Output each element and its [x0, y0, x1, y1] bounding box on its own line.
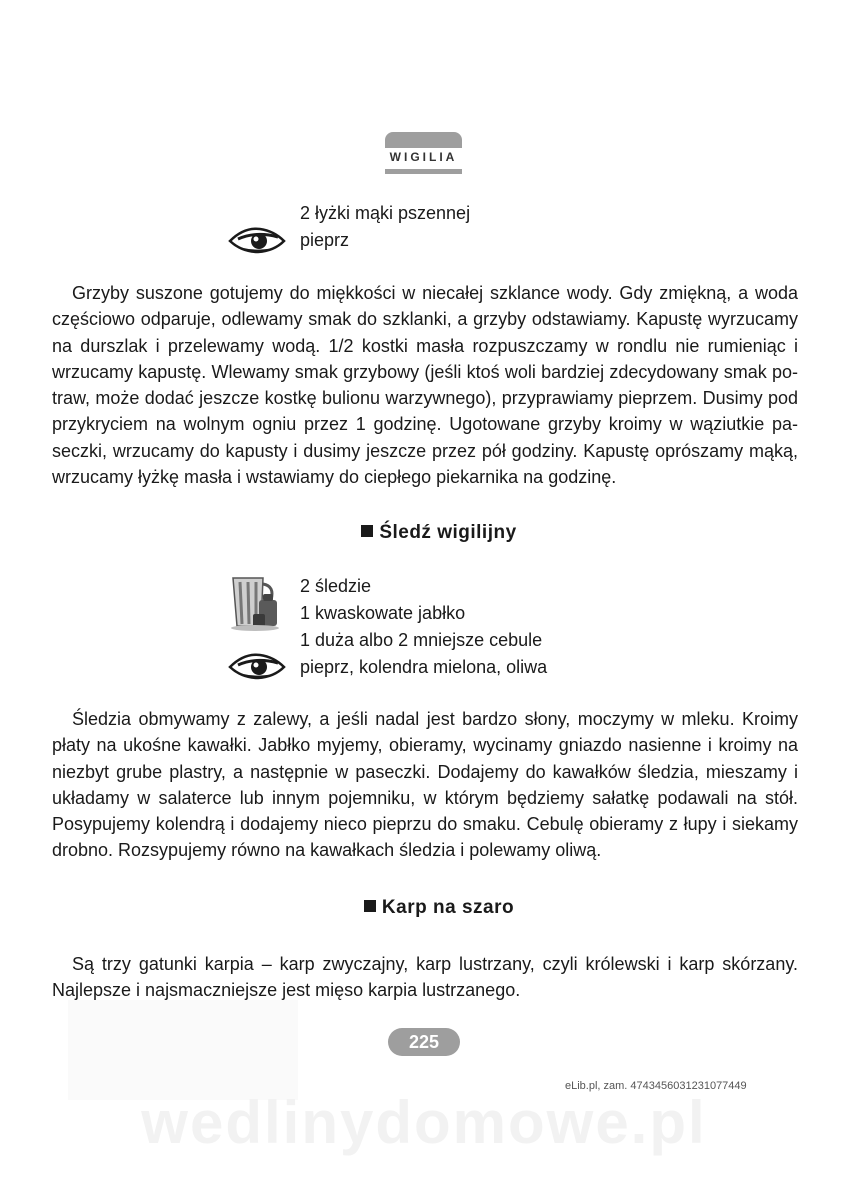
section-heading — [0, 522, 848, 544]
section-title: Karp na szaro — [381, 897, 515, 918]
eye-icon — [228, 651, 286, 681]
page-number: 225 — [388, 1028, 460, 1056]
footer-note: eLib.pl, zam. 4743456031231077449 — [565, 1080, 747, 1092]
ingredient-item: pieprz, kolendra mielona, oliwa — [300, 657, 548, 677]
bullet-square-icon — [364, 900, 376, 912]
recipe-paragraph: Są trzy gatunki karpia – karp zwyczajny, karp lustrzany, czyli królewski i karp skórzany. Najlepsze i najsmaczniejsze jest mięso karpia lustrzanego. — [52, 954, 798, 1001]
ingredient-list — [300, 200, 470, 254]
chapter-tab-rule — [385, 169, 462, 174]
watermark: wedlinydomowe.pl — [141, 1089, 707, 1156]
chapter-label: WIGILIA — [389, 150, 458, 164]
ingredient-item: 2 łyżki mąki pszennej — [300, 203, 471, 223]
recipe-paragraph: Śledzia obmywamy z zalewy, a jeśli nadal jest bardzo słony, moczymy w mleku. Kroimy płaty na ukośne kawałki. Jabłko myjemy, obieramy, wycinamy gniazdo nasienne i kroimy na niezbyt grube plastry, a następnie w paseczki. Dodajemy do kawałków śledzia, mieszamy i układamy w salaterce lub innym pojemniku, w którym będziemy sałatkę podawali na stół. Posypujemy kolendrą i dodajemy nieco pieprzu do smaku. Cebulę obieramy z łupy i siekamy drobno. Rozsypujemy równo na kawałkach śledzia i polewamy oliwą. — [52, 709, 798, 861]
chapter-tab-bar — [385, 132, 462, 148]
ingredient-list — [300, 573, 547, 681]
bullet-square-icon — [361, 525, 373, 537]
chapter-tab — [385, 132, 462, 180]
recipe-paragraph: Grzyby suszone gotujemy do miękkości w niecałej szklance wody. Gdy zmiękną, a woda częściowo odparuje, odlewamy smak do szklanki, a grzyby odstawiamy. Kapustę wyrzucamy na durszlak i przelewamy wodą. 1/2 kostki masła rozpuszczamy w rondlu nie rumieniąc i wrzucamy kapustę. Wlewamy smak grzybowy (jeśli ktoś woli bardziej zdecydowany smak potraw, może dodać jeszcze kostkę bulionu warzywnego), przyprawiamy pieprzem. Dusimy pod przykryciem na wolnym ogniu przez 1 godzinę. Ugotowane grzyby kroimy w wąziutkie paseczki, wrzucamy do kapusty i dusimy jeszcze przez pół godziny. Kapustę oprószamy mąką, wrzucamy łyżkę masła i wstawiamy do ciepłego piekarnika na godzinę. — [52, 283, 798, 488]
faint-background-box — [68, 1000, 298, 1100]
measuring-jug-icon — [227, 574, 283, 632]
section-heading — [0, 897, 848, 919]
ingredient-item: 1 kwaskowate jabłko — [300, 603, 466, 623]
section-title: Śledź wigilijny — [379, 522, 517, 543]
ingredient-item: pieprz — [300, 230, 350, 250]
ingredient-item: 1 duża albo 2 mniejsze cebule — [300, 630, 543, 650]
ingredient-item: 2 śledzie — [300, 576, 372, 596]
eye-icon — [228, 225, 286, 255]
